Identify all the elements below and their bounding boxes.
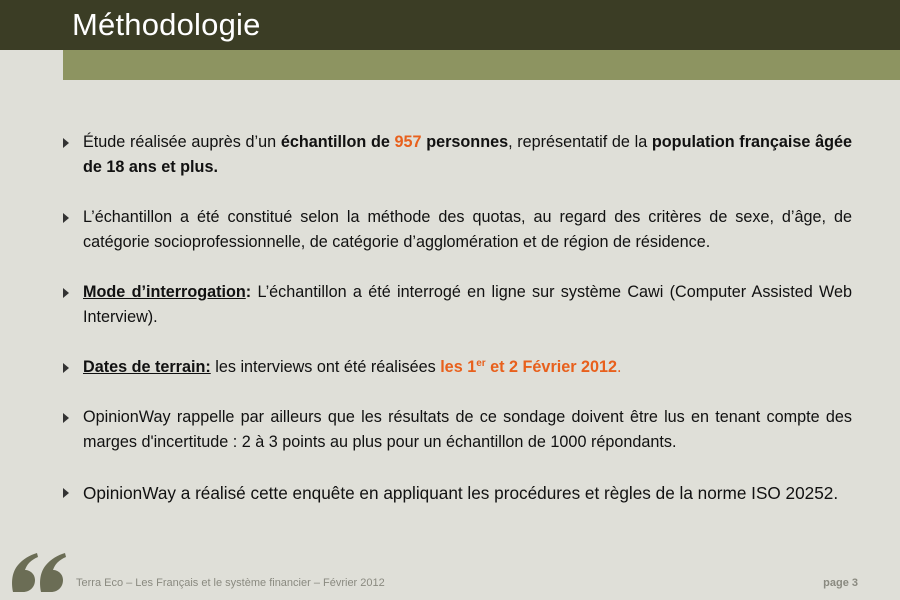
footer-text: Terra Eco – Les Français et le système financier – Février 2012	[76, 577, 385, 589]
colon: :	[245, 283, 252, 301]
text: Étude réalisée auprès d’un	[83, 133, 281, 151]
sample-size: 957	[394, 133, 422, 151]
page-number: page 3	[823, 577, 858, 589]
mode-label: Mode d’interrogation	[83, 283, 246, 301]
text: OpinionWay a réalisé cette enquête en appliquant les procédures et règles de la norme ISO 20252.	[83, 483, 839, 503]
text-bold: personnes	[421, 133, 509, 151]
text: L’échantillon a été constitué selon la méthode des quotas, au regard des critères de sexe, d’âge, de catégorie socioprofessionnelle, de catégorie d’agglomération et de région de résidence.	[83, 208, 852, 251]
accent-bar	[63, 50, 900, 80]
content	[60, 130, 852, 531]
date-1: les 1	[440, 358, 477, 376]
date-sup: er	[476, 358, 486, 369]
date-2: et 2 Février 2012	[485, 358, 618, 376]
dates-value	[440, 358, 617, 376]
bullet-iso	[60, 480, 852, 506]
text: OpinionWay rappelle par ailleurs que les résultats de ce sondage doivent être lus en tenant compte des marges d'incertitude : 2 à 3 points au plus pour un échantillon de 1000 répondants.	[83, 408, 852, 451]
bullet-arrow-icon	[63, 213, 69, 223]
bullet-quotas	[60, 205, 852, 255]
text-bold: population française âgée de 18 ans et plus.	[83, 133, 852, 176]
bullet-dates	[60, 355, 852, 380]
text-bold: échantillon de	[280, 133, 395, 151]
bullet-mode	[60, 280, 852, 330]
bullet-arrow-icon	[63, 413, 69, 423]
bullet-arrow-icon	[63, 288, 69, 298]
text: , représentatif de la	[508, 133, 652, 151]
page-title: Méthodologie	[72, 7, 261, 42]
bullet-arrow-icon	[63, 488, 69, 498]
text: L’échantillon a été interrogé en ligne sur système Cawi (Computer Assisted Web Interview).	[83, 283, 852, 326]
bullet-margins	[60, 405, 852, 455]
dates-label: Dates de terrain:	[83, 358, 211, 376]
text: les interviews ont été réalisées	[210, 358, 441, 376]
bullet-arrow-icon	[63, 363, 69, 373]
bullet-sample	[60, 130, 852, 180]
dot: .	[617, 358, 622, 376]
quote-icon	[10, 548, 68, 594]
bullet-arrow-icon	[63, 138, 69, 148]
